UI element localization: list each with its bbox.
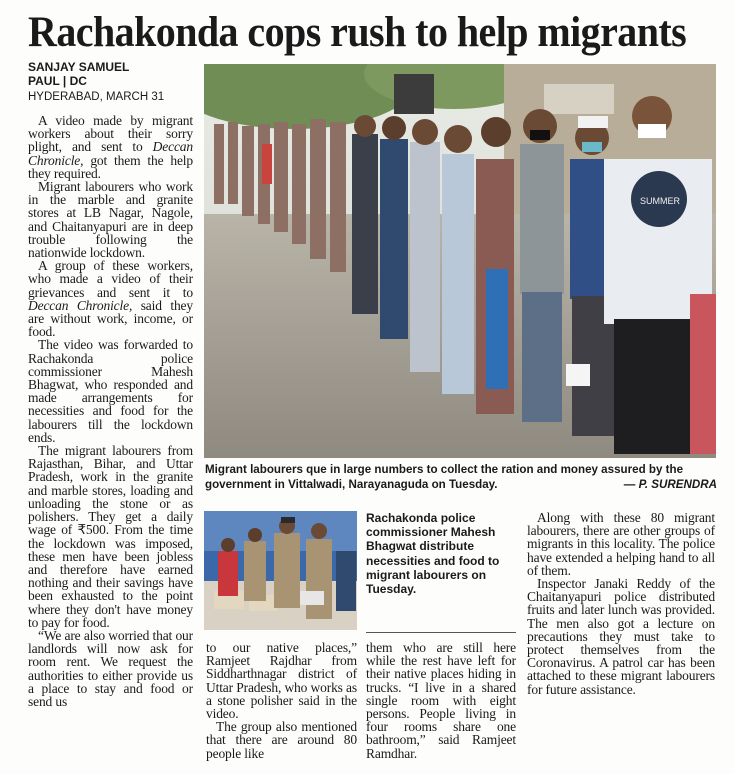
paragraph: A video made by migrant workers about their sorry plight, and sent to Deccan Chronicle, got them the help they required.: [28, 113, 193, 181]
article-column-3: [366, 641, 516, 760]
shirt-print-text: SUMMER: [640, 196, 680, 206]
byline-name: SANJAY SAMUEL: [28, 60, 130, 74]
divider: [366, 632, 516, 633]
paragraph: “We are also worried that our landlords will now ask for room rent. We request the authorities to either provide us a place to stay and food or send us: [28, 627, 193, 709]
secondary-photo-caption: Rachakonda police commissioner Mahesh Bhagwat distribute necessities and food to migrant labourers on Tuesday.: [366, 511, 500, 597]
main-photo: [204, 64, 716, 458]
paragraph: The video was forwarded to Rachakonda police commissioner Mahesh Bhagwat, who responded and made arrangements for necessities and food for the labourers till the lockdown ends.: [28, 337, 193, 445]
headline: Rachakonda cops rush to help migrants: [28, 9, 687, 56]
paragraph: them who are still here while the rest have left for their native places hiding in trucks. “I live in a shared single room with eight persons. People living in four rooms share one bathroom,” said Ramjeet Ramdhar.: [366, 640, 516, 761]
article-column-4: [527, 511, 715, 696]
paragraph: The migrant labourers from Rajasthan, Bihar, and Uttar Pradesh, work in the granite and marble stores, loading and unloading the stone or as polishers. They get a daily wage of ₹500. From the time the lockdown was imposed, these men have been jobless and therefore have earned nothing and their savings have been exhausted to the point where they don't have money to pay for food.: [28, 443, 193, 630]
paragraph: A group of these workers, who made a video of their grievances and sent it to Deccan Chronicle, said they are without work, income, or food.: [28, 258, 193, 340]
byline-org: PAUL | DC: [28, 74, 87, 88]
photo-credit: — P. SURENDRA: [623, 478, 717, 491]
paragraph: Migrant labourers who work in the marble and granite stores at LB Nagar, Nagole, and Chaitanyapuri are in deep trouble following the nationwide lockdown.: [28, 179, 193, 261]
paragraph: to our native places,” Ramjeet Rajdhar from Siddharthnagar district of Uttar Pradesh, who works as a stone polisher said in the video.: [206, 640, 357, 722]
article-column-2: [206, 641, 357, 760]
secondary-photo: [204, 511, 357, 630]
article-column-1: [28, 114, 193, 708]
paragraph: Along with these 80 migrant labourers, there are other groups of migrants in this locality. The police have extended a helping hand to all of them.: [527, 510, 715, 578]
caption-text: Migrant labourers que in large numbers to collect the ration and money assured by the government in Vittalwadi, Narayanaguda on Tuesday.: [205, 463, 684, 491]
dateline: HYDERABAD, MARCH 31: [28, 91, 165, 103]
main-photo-caption: [205, 462, 717, 492]
byline: [28, 60, 198, 88]
paragraph: Inspector Janaki Reddy of the Chaitanyapuri police distributed fruits and later lunch was provided. The men also got a lecture on precautions they must take to protect themselves from the Coronavirus. A patrol car has been attached to these migrant labourers for future assistance.: [527, 576, 715, 697]
paragraph: The group also mentioned that there are around 80 people like: [206, 719, 357, 761]
